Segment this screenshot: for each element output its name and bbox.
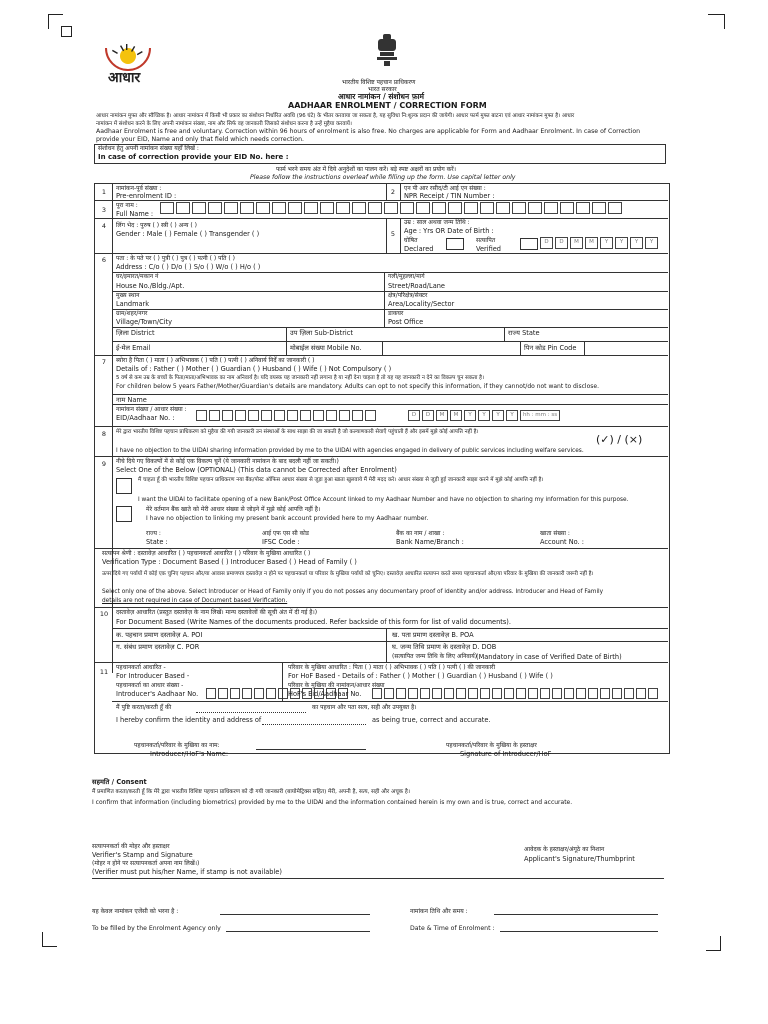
por-field[interactable]: ग. संबंध प्रमाण दस्तावेज़ C. POR — [116, 643, 200, 651]
intro-hindi-line-1: आधार नामांकन मुफ्त और स्वैच्छिक है। आधार नामांकन में किसी भी प्रकार का संशोधन निर्धारित अवधि (96 घंटे) के भीतर करवाया जा सकता है, यह सुविधा नि:शुल्क प्रदान की जायेगी। आधार फार्म मुफ्त बाटना एवं आधार नामांकन मुफ्त है। आधार — [96, 113, 575, 119]
sharing-consent-hindi: मेरे द्वारा भारतीय विशिष्ट पहचान प्राधिकरण को मुहैया की गयी जानकारी उन संस्थाओं के साथ साझा की जा सकती है जो कल्याणकारी सेवाएँ पहुंचाती हैं और इसमें मुझे कोई आपत्ति नहीं है। — [116, 429, 479, 435]
national-emblem-icon — [374, 32, 400, 70]
new-bank-account-checkbox[interactable] — [116, 478, 132, 494]
relation-eid-hindi: नामांकन संख्या / आधार संख्या : — [116, 406, 187, 413]
verified-hindi: सत्यापित — [476, 237, 496, 244]
gender-label[interactable]: Gender : Male ( ) Female ( ) Transgender ( ) — [116, 230, 260, 238]
applicant-signature-hindi: आवेदक के हस्ताक्षर/अंगूठे का निशान — [524, 846, 605, 853]
area-hindi: क्षेत्र/परिक्षेत्र/सेक्टर — [388, 292, 428, 299]
sharing-consent-english: I have no objection to the UIDAI sharing information provided by me to the UIDAI with agencies engaged in delivery of public services including welfare services. — [116, 448, 584, 454]
consent-title: सहमति / Consent — [92, 778, 147, 786]
post-office-label[interactable]: Post Office — [388, 318, 424, 326]
introducer-based-label: For Introducer Based - — [116, 672, 190, 680]
landmark-label[interactable]: Landmark — [116, 300, 150, 308]
village-hindi: ग्राम/शहर/नगर — [116, 310, 148, 317]
agency-only-hindi: यह केवल नामांकन एजेंसी को भरना है : — [92, 908, 179, 915]
form-title-hindi: आधार नामांकन / संशोधन फ़ार्म — [338, 92, 425, 101]
verifier-stamp-label[interactable]: Verifier's Stamp and Signature — [92, 851, 193, 859]
verification-type-hindi: सत्यापन श्रेणी : दस्तावेज़ आधारित ( ) पहचानकर्ता आधारित ( ) परिवार के मुखिया आधारित ( ) — [102, 550, 311, 557]
poa-field[interactable]: ख. पता प्रमाण दस्तावेज़ B. POA — [392, 631, 474, 639]
enrolment-datetime-label[interactable]: Date & Time of Enrolment : — [410, 925, 495, 932]
house-label[interactable]: House No./Bldg./Apt. — [116, 282, 185, 290]
village-label[interactable]: Village/Town/City — [116, 318, 173, 326]
confirm-hindi-2: का पहचान और पता सत्य, सही और उपयुक्त है। — [312, 704, 417, 711]
hof-based-hindi: परिवार के मुखिया आधारित : पिता ( ) माता ( ) अभिभावक ( ) पति ( ) पत्नी ( ) की जानकारी — [288, 664, 496, 671]
ifsc-hindi: आई एफ एस सी कोड — [262, 530, 310, 537]
row-number-3: 3 — [101, 206, 107, 214]
verifier-note-english: (Verifier must put his/her Name, if stamp is not available) — [92, 868, 282, 876]
npr-label-hindi: एन पी आर रसीद/टी आई एन संख्या : — [404, 185, 486, 192]
row-number-11: 11 — [99, 668, 109, 676]
dob-proof-field[interactable]: घ. जन्म तिथि प्रमाण के दस्तावेज़ D. DOB — [392, 643, 497, 651]
age-label: Age : Yrs OR Date of Birth : — [404, 227, 494, 235]
dob-cells[interactable]: D D M M Y Y Y Y — [540, 237, 660, 249]
introducer-based-hindi: पहचानकर्ता आधारित - — [116, 664, 166, 671]
row-number-2: 2 — [390, 188, 396, 196]
npr-label: NPR Receipt / TIN Number : — [404, 192, 495, 200]
corner-mark-bottom-left — [42, 932, 57, 947]
row-number-10: 10 — [99, 610, 109, 618]
bank-name-hindi: बैंक का नाम / शाखा : — [396, 530, 445, 537]
hof-based-label[interactable]: For HoF Based - Details of : Father ( ) Mother ( ) Guardian ( ) Husband ( ) Wife ( ) — [288, 672, 553, 680]
consent-hindi: मैं प्रमाणित करता/करती हूँ कि मेरे द्वारा भारतीय विशिष्ट पहचान प्राधिकरण को दी गयी जानकारी (बायोमेट्रिक्स सहित) मेरी, अपनी है, सत्य, सही और अचूक है। — [92, 789, 410, 795]
dob-note-english: (Mandatory in case of Verified Date of Birth) — [476, 653, 622, 661]
verification-type-label[interactable]: Verification Type : Document Based ( ) Introducer Based ( ) Head of Family ( ) — [102, 558, 357, 566]
row-number-8: 8 — [101, 430, 107, 438]
email-label[interactable]: ई-मेल Email — [116, 344, 151, 352]
row-number-1: 1 — [101, 188, 107, 196]
street-hindi: गली/मुहल्ला/मार्ग — [388, 273, 425, 280]
relation-eid-cells[interactable] — [196, 410, 378, 421]
new-bank-account-label: I want the UIDAI to facilitate opening of a new Bank/Post Office Account linked to my Aadhaar Number and have no objection to sharing my information for this purpose. — [138, 497, 629, 503]
confirm-english-2: as being true, correct and accurate. — [372, 716, 491, 724]
intro-english-line-1: Aadhaar Enrolment is free and voluntary. Correction within 96 hours of enrolment is also free. No charges are applicable for Form and Aadhaar Enrolment. In case of Correction — [96, 128, 641, 135]
sub-district-label[interactable]: उप ज़िला Sub-District — [290, 329, 353, 337]
relation-name-label[interactable]: नाम Name — [116, 396, 147, 404]
declared-hindi: घोषित — [404, 237, 418, 244]
introducer-signature-hindi: पहचानकर्ता/परिवार के मुखिया के हस्ताक्षर — [446, 742, 537, 749]
verification-note-english-2: details are not required in case of Document based Verification. — [102, 598, 288, 604]
eid-label-english: In case of correction provide your EID No. here : — [98, 153, 289, 161]
address-label-hindi: पता : के पते पर ( ) पुत्री ( ) पुत्र ( ) पत्नी ( ) पति ( ) — [116, 255, 235, 262]
introducer-name-hindi: पहचानकर्ता/परिवार के मुखिया का नाम: — [134, 742, 220, 749]
verified-checkbox[interactable] — [520, 238, 538, 250]
poi-field[interactable]: क. पहचान प्रमाण दस्तावेज़ A. POI — [116, 631, 203, 639]
link-bank-account-hindi: मेरे वर्तमान बैंक खाते को मेरी आधार संख्या से जोड़ने में मुझे कोई आपत्ति नहीं है। — [146, 506, 321, 513]
hof-eid-cells[interactable] — [372, 688, 660, 699]
link-bank-account-label: I have no objection to linking my present bank account provided here to my Aadhaar number. — [146, 515, 429, 522]
instructions-hindi: फार्म भरने समय अंत में दिये अनुदेशों का पालन करें। बड़े स्पष्ट अक्षरों का प्रयोग करें। — [276, 166, 457, 173]
row-number-5: 5 — [390, 230, 396, 238]
full-name-label: Full Name : — [116, 210, 154, 218]
hof-eid-label: HoF's Eid/Aadhaar No. — [288, 690, 362, 698]
po-hindi: डाकघर — [388, 310, 404, 317]
bank-option-title-hindi: नीचे दिये गए विकल्पों में से कोई एक विकल्प चुनें (ये जानकारी नामांकन के बाद बदली नहीं जा सकती।) — [116, 458, 339, 465]
ifsc-label[interactable]: IFSC Code : — [262, 538, 300, 546]
account-no-label[interactable]: Account No. : — [540, 538, 584, 546]
verified-label: Verified — [476, 245, 501, 253]
relation-eid-label: EID/Aadhaar No. : — [116, 414, 175, 422]
pincode-label[interactable]: पिन कोड Pin Code — [524, 344, 577, 352]
bank-name-label[interactable]: Bank Name/Branch : — [396, 538, 464, 546]
row-number-9: 9 — [101, 460, 107, 468]
relation-label[interactable]: Details of : Father ( ) Mother ( ) Guardian ( ) Husband ( ) Wife ( ) Not Compulsory ( ) — [116, 365, 392, 373]
intro-hindi-line-2: नामांकन में संशोधन करने के लिए अपनी नामांकन संख्या, नाम और सिर्फ वह जानकारी जिसको संशोधन करना है उन्हें मुहैया करवायें। — [96, 121, 352, 127]
bank-state-hindi: राज्य : — [146, 530, 161, 537]
introducer-signature-label[interactable]: Signature of Introducer/HoF — [460, 750, 552, 758]
bank-option-title: Select One of the Below (OPTIONAL) (This data cannot be Corrected after Enrolment) — [116, 466, 397, 474]
verification-note-hindi: ऊपर दिये गए पर्यायों में कोई एक चुनिए पहचान और/या आवास प्रमाणपत्र दस्तावेज़ न होने पर पहचानकर्ता या परिवार के मुखिया पर्यायों को चुनिए। दस्तावेज़ आधारित सत्यापन करते समय पहचानकर्ता और/या परिवार के मुखिया की जानकारी जरूरी नहीं है। — [102, 571, 594, 577]
sharing-consent-options[interactable]: (✓) / (×) — [596, 433, 643, 446]
corner-mark-square — [61, 26, 72, 37]
introducer-aadhaar-hindi: पहचानकर्ता का आधार संख्या - — [116, 682, 184, 689]
confirm-hindi-1: मैं पुष्टि करता/करती हूँ की — [116, 704, 172, 711]
verifier-stamp-hindi: सत्यापनकर्ता की मोहर और हस्ताक्षर — [92, 843, 170, 850]
full-name-label-hindi: पूरा नाम : — [116, 202, 138, 209]
landmark-hindi: मुख्य स्थान — [116, 292, 140, 299]
corner-mark-top-right — [708, 14, 725, 29]
full-name-cells[interactable] — [160, 202, 624, 214]
documents-title-hindi: दस्तावेज़ आधारित (प्रस्तुत दस्तावेज़ के नाम लिखें। मान्य दस्तावेजों की सूची अंत में दी गई है।) — [116, 609, 318, 616]
org-name-hindi: भारतीय विशिष्ट पहचान प्राधिकरण — [342, 79, 416, 86]
declared-checkbox[interactable] — [446, 238, 464, 250]
row-number-7: 7 — [101, 358, 107, 366]
bank-state-label[interactable]: State : — [146, 538, 168, 546]
new-bank-account-hindi: मैं चाहता हूँ की भारतीय विशिष्ट पहचान प्राधिकरण नया बैंक/पोस्ट ऑफिस आधार संख्या से जुड़ा हुआ खाता खुलवाये मैं मेरी मदद करे। आधार संख्या से जुड़ी हुई जानकारी साझा करने में मुझे कोई आपत्ति नहीं है। — [138, 477, 544, 483]
confirm-english-1: I hereby confirm the identity and address of — [116, 716, 262, 724]
area-label[interactable]: Area/Locality/Sector — [388, 300, 455, 308]
corner-mark-bottom-right — [706, 936, 721, 951]
introducer-aadhaar-label: Introducer's Aadhaar No. — [116, 690, 199, 698]
row-number-4: 4 — [101, 222, 107, 230]
pre-enrolment-label: Pre-enrolment ID : — [116, 192, 177, 200]
address-label[interactable]: Address : C/o ( ) D/o ( ) S/o ( ) W/o ( ) H/o ( ) — [116, 263, 261, 271]
relation-note-english: For children below 5 years Father/Mother/Guardian's details are mandatory. Adults can opt to not specify this information, if they cannot/do not want to disclose. — [116, 383, 599, 390]
link-bank-account-checkbox[interactable] — [116, 506, 132, 522]
enrolment-datetime-hindi: नामांकन तिथि और समय : — [410, 908, 468, 915]
verification-note-english-1: Select only one of the above. Select Introducer or Head of Family only if you do not posses any documentary proof of identity and/or address. Introducer and Head of Family — [102, 589, 604, 595]
aadhaar-logo-text: आधार — [108, 70, 141, 86]
aadhaar-logo — [96, 42, 160, 84]
introducer-name-label[interactable]: Introducer/HoF's Name: — [150, 750, 229, 758]
dob-note-hindi: (सत्यापित जन्म तिथि के लिए अनिवार्य) — [392, 653, 478, 660]
verifier-note-hindi: (मोहर न होने पर सत्यापनकर्ता अपना नाम लिखें।) — [92, 860, 200, 867]
intro-english-line-2: provide your EID, Name and only that field which needs correction. — [96, 136, 304, 143]
documents-title: For Document Based (Write Names of the documents produced. Refer backside of this form for list of valid documents). — [116, 618, 511, 626]
gov-name-hindi: भारत सरकार — [368, 86, 397, 93]
relation-date-cells[interactable]: D D M M Y Y Y Y hh : mm : ss — [408, 410, 562, 421]
mobile-label[interactable]: मोबाईल संख्या Mobile No. — [290, 344, 362, 352]
pre-enrolment-label-hindi: नामांकन-पूर्व संख्या : — [116, 185, 162, 192]
age-label-hindi: उम्र : साल अथवा जन्म तिथि : — [404, 219, 470, 226]
hof-eid-hindi: परिवार के मुखिया की नामांकन/आधार संख्या — [288, 682, 385, 689]
instructions-english: Please follow the instructions overleaf while filling up the form. Use capital letter only — [250, 174, 516, 181]
agency-only-label: To be filled by the Enrolment Agency only — [92, 925, 221, 932]
street-label[interactable]: Street/Road/Lane — [388, 282, 445, 290]
form-title-english: AADHAAR ENROLMENT / CORRECTION FORM — [288, 101, 487, 110]
consent-english: I confirm that information (including biometrics) provided by me to the UIDAI and the information contained herein is my own and is true, correct and accurate. — [92, 799, 573, 806]
declared-label: Declared — [404, 245, 434, 253]
account-no-hindi: खाता संख्या : — [540, 530, 570, 537]
applicant-signature-label[interactable]: Applicant's Signature/Thumbprint — [524, 855, 635, 863]
gender-label-hindi: लिंग भेद : पुरुष ( ) स्त्री ( ) अन्य ( ) — [116, 222, 197, 229]
relation-label-hindi: ब्योरा है पिता ( ) माता ( ) अभिभावक ( ) पति ( ) पत्नी ( ) अनिवार्य निर्दें का जानकारी ( ) — [116, 357, 315, 364]
house-hindi: घर/इमारत/मकान नं — [116, 273, 159, 280]
district-label[interactable]: ज़िला District — [116, 329, 155, 337]
row-number-6: 6 — [101, 256, 107, 264]
state-label[interactable]: राज्य State — [508, 329, 540, 337]
relation-note-hindi: 5 वर्ष से कम उम्र के बच्चों के पिता/माता/अभिभावक का नाम अनिवार्य है। यदि वयस्क यह जानकारी नहीं लगाना है या नहीं देना चाहता है तो यह यह जानकारी न देने का विकल्प चुन सकता है। — [116, 375, 484, 381]
eid-label-hindi: संशोधन हेतु अपनी नामांकन संख्या यहाँ लिखें : — [98, 145, 199, 152]
